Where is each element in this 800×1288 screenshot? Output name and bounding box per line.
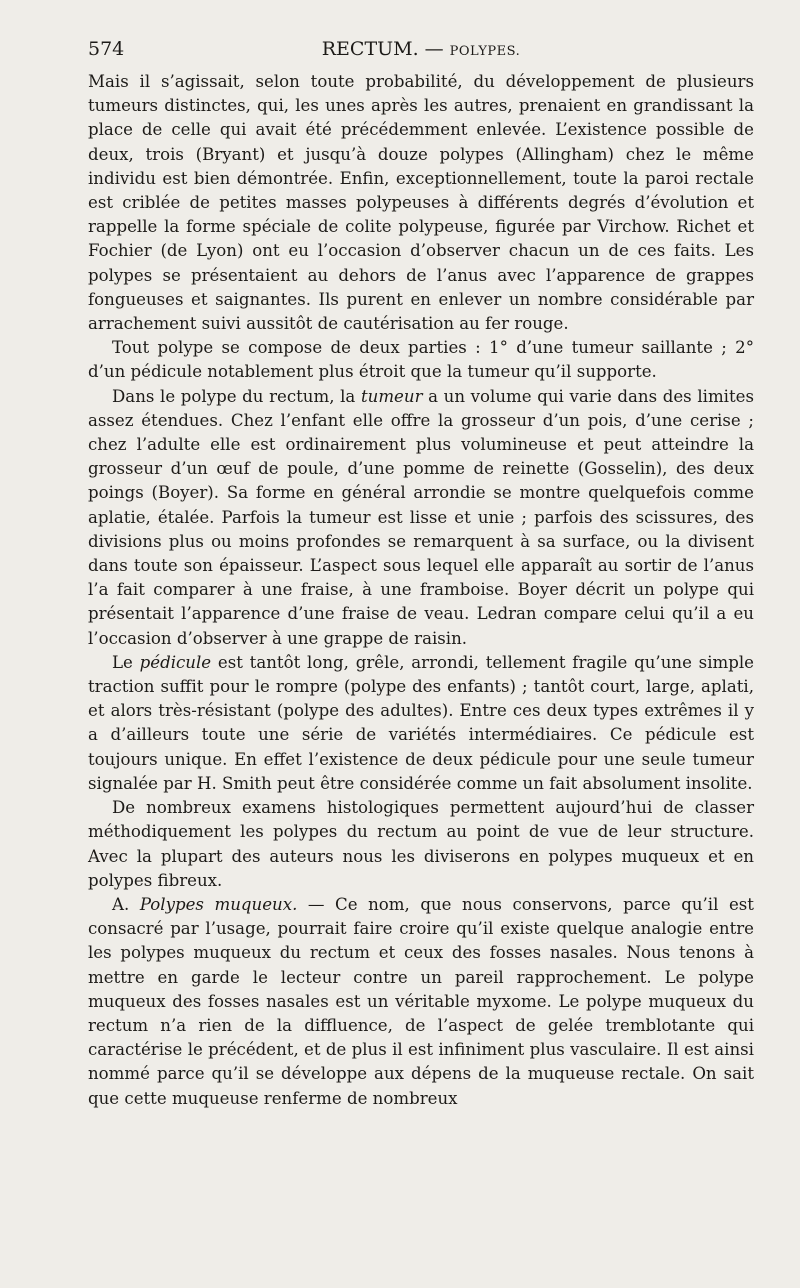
title-separator: — xyxy=(424,38,444,60)
paragraph-1: Mais il s’agissait, selon toute probabilité, du développement de plusieurs tumeurs distinctes, qui, les unes après les autres, prenaient en grandissant la place de celle qui avait été précédemment enlevée. L’existence possible de deux, trois (Bryant) et jusqu’à douze polypes (Allingham) chez le même individu est bien démontrée. Enfin, exceptionnellement, toute la paroi rectale est criblée de petites masses polypeuses à différents degrés d’évolution et rappelle la forme spéciale de colite polypeuse, figurée par Virchow. Richet et Fochier (de Lyon) ont eu l’occasion d’observer chacun un de ces faits. Les polypes se présentaient au dehors de l’anus avec l’apparence de grappes fongueuses et saignantes. Ils purent en enlever un nombre considérable par arrachement suivi aussitôt de cautérisation au fer rouge. xyxy=(88,72,754,334)
paragraph-6 xyxy=(88,893,754,1111)
paragraph-6-heading: Polypes muqueux. xyxy=(139,894,298,914)
page-header xyxy=(88,38,754,64)
paragraph-3 xyxy=(88,385,754,651)
paragraph-3-emphasis: tumeur xyxy=(360,386,423,406)
page-number: 574 xyxy=(88,38,125,60)
paragraph-3-start: Dans le polype du rectum, la xyxy=(112,386,361,406)
paragraph-4-rest: est tantôt long, grêle, arrondi, tellement fragile qu’une simple traction suffit pour le rompre (polype des enfants) ; tantôt court, large, aplati, et alors très-résistant (polype des adultes). Entre ces deux types extrêmes il y a d’ailleurs toute une série de variétés intermédiaires. Ce pédicule est toujours unique. En effet l’existence de deux pédicule pour une seule tumeur signalée par H. Smith peut être considérée comme un fait absolument insolite. xyxy=(88,652,754,793)
paragraph-2: Tout polype se compose de deux parties : 1° d’une tumeur saillante ; 2° d’un pédicule notablement plus étroit que la tumeur qu’il supporte. xyxy=(88,338,754,382)
running-head xyxy=(88,38,754,60)
paragraph-3-rest: a un volume qui varie dans des limites assez étendues. Chez l’enfant elle offre la grosseur d’un pois, d’une cerise ; chez l’adulte elle est ordinairement plus volumineuse et peut atteindre la grosseur d’un œuf de poule, d’une pomme de reinette (Gosselin), des deux poings (Boyer). Sa forme en général arrondie se montre quelquefois comme aplatie, étalée. Parfois la tumeur est lisse et unie ; parfois des scissures, des divisions plus ou moins profondes se remarquent à sa surface, ou la divisent dans toute son épaisseur. L’aspect sous lequel elle apparaît au sortir de l’anus l’a fait comparer à une fraise, à une framboise. Boyer décrit un polype qui présentait l’apparence d’une fraise de veau. Ledran compare celui qu’il a eu l’occasion d’observer à une grappe de raisin. xyxy=(88,386,754,648)
paragraph-4 xyxy=(88,651,754,796)
running-subtitle: POLYPES. xyxy=(449,44,521,59)
paragraph-5: De nombreux examens histologiques permettent aujourd’hui de classer méthodiquement les polypes du rectum au point de vue de leur structure. Avec la plupart des auteurs nous les diviserons en polypes muqueux et en polypes fibreux. xyxy=(88,798,754,890)
paragraph-6-rest: — Ce nom, que nous conservons, parce qu’il est consacré par l’usage, pourrait faire croire qu’il existe quelque analogie entre les polypes muqueux du rectum et ceux des fosses nasales. Nous tenons à mettre en garde le lecteur contre un pareil rapprochement. Le polype muqueux des fosses nasales est un véritable myxome. Le polype muqueux du rectum n’a rien de la diffluence, de l’aspect de gelée tremblotante qui caractérise le précédent, et de plus il est infiniment plus vasculaire. Il est ainsi nommé parce qu’il se développe aux dépens de la muqueuse rectale. On sait que cette muqueuse renferme de nombreux xyxy=(88,894,754,1108)
paragraph-4-start: Le xyxy=(112,652,140,672)
paragraph-6-prefix: A. xyxy=(112,894,140,914)
running-title: RECTUM. xyxy=(321,38,419,60)
paragraph-4-emphasis: pédicule xyxy=(139,652,212,672)
body-text xyxy=(88,70,754,1111)
